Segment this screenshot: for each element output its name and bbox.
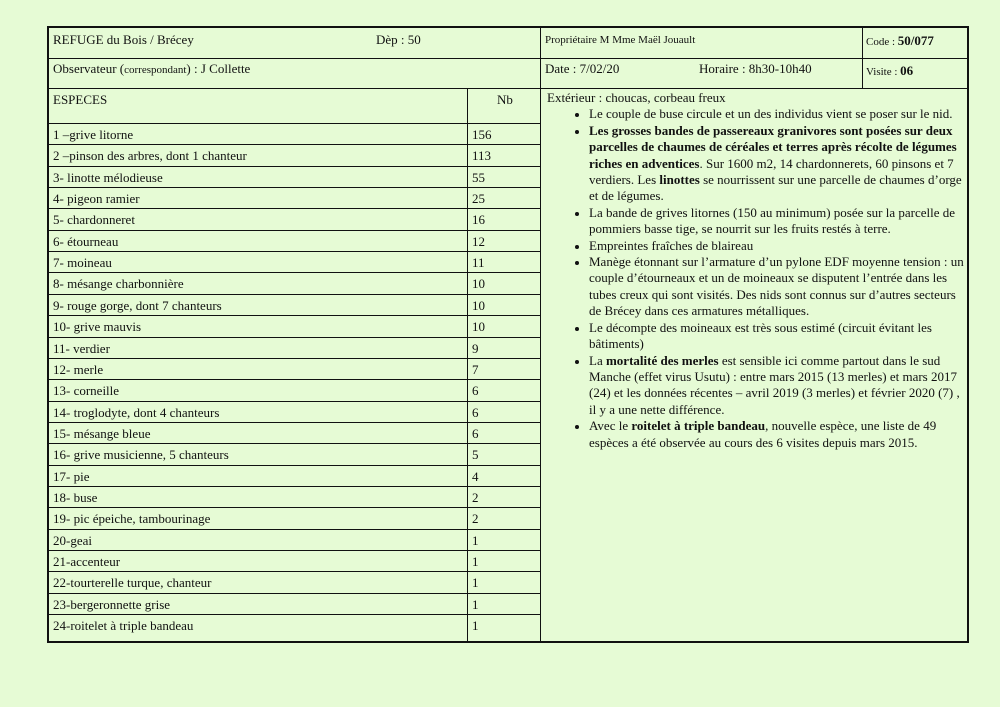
table-row — [49, 358, 540, 379]
table-row — [49, 315, 540, 336]
refuge-name: REFUGE du Bois / Brécey — [53, 32, 194, 47]
species-count: 10 — [472, 319, 485, 335]
species-name: 14- troglodyte, dont 4 chanteurs — [53, 404, 220, 420]
code-label: Code : — [866, 36, 898, 48]
main-column-divider — [540, 28, 541, 641]
species-name: 6- étourneau — [53, 233, 119, 249]
species-count: 6 — [472, 404, 479, 420]
species-name: 1 –grive litorne — [53, 127, 134, 142]
observation-notes — [545, 90, 967, 451]
species-count: 2 — [472, 511, 479, 527]
table-row — [49, 166, 540, 187]
species-count: 1 — [472, 532, 479, 548]
code-value: 50/077 — [897, 33, 934, 48]
table-row — [49, 337, 540, 358]
species-count: 9 — [472, 340, 479, 356]
table-row — [49, 294, 540, 315]
note-bold: mortalité des merles — [605, 352, 719, 368]
species-name: 24-roitelet à triple bandeau — [53, 618, 194, 634]
code-field — [866, 33, 934, 50]
note-bold: roitelet à triple bandeau — [631, 418, 766, 434]
species-name: 7- moineau — [53, 255, 112, 271]
species-count: 10 — [472, 297, 485, 313]
header-bottom-border — [49, 88, 967, 89]
species-count: 1 — [472, 575, 479, 591]
species-count: 6 — [472, 425, 479, 441]
species-name: 12- merle — [53, 361, 104, 377]
proprietaire: Propriétaire M Mme Maël Jouault — [545, 34, 696, 46]
note-text: . Sur 1600 m2, 14 chardonnerets, 60 pinsons et 7 verdiers. Les — [589, 155, 954, 188]
table-row — [49, 272, 540, 293]
species-name: 8- mésange charbonnière — [53, 276, 184, 292]
note-item: • Le couple de buse circule et un des individus vient se poser sur le nid. — [589, 106, 967, 122]
notes-list — [545, 106, 967, 451]
note-text: se nourrissent sur une parcelle de chaumes d’orge et de légumes. — [589, 172, 962, 204]
note-text: , nouvelle espèce, une liste de 49 espèces a été observée au cours des 6 visites depuis mars 2015. — [589, 418, 937, 450]
note-bold: linottes — [659, 172, 700, 188]
table-row — [49, 593, 540, 614]
species-name: 10- grive mauvis — [53, 319, 142, 335]
horaire-field: Horaire : 8h30-10h40 — [699, 61, 812, 76]
observateur-prefix: Observateur ( — [53, 61, 125, 76]
species-count: 1 — [472, 554, 479, 569]
note-item: • La bande de grives litornes (150 au minimum) posée sur la parcelle de pommiers basse tige, se nourrit sur les fruits restés à terre. — [589, 205, 967, 238]
species-count: 55 — [472, 169, 485, 185]
note-text: La — [589, 352, 606, 368]
exterieur-line: Extérieur : choucas, corbeau freux — [547, 90, 726, 105]
note-item — [589, 353, 967, 419]
table-row — [49, 443, 540, 464]
date-field: Date : 7/02/20 — [545, 61, 620, 76]
species-name: 23-bergeronnette grise — [53, 596, 171, 612]
table-row — [49, 571, 540, 592]
species-name: 17- pie — [53, 468, 90, 484]
visite-value: 06 — [900, 63, 914, 78]
table-row — [49, 486, 540, 507]
species-count: 1 — [472, 596, 479, 612]
table-row — [49, 379, 540, 400]
observation-sheet — [47, 26, 969, 643]
species-name: 19- pic épeiche, tambourinage — [53, 511, 211, 527]
note-item: • Le décompte des moineaux est très sous estimé (circuit évitant les bâtiments) — [589, 320, 967, 353]
species-count: 4 — [472, 468, 479, 484]
species-name: 15- mésange bleue — [53, 425, 151, 441]
species-name: 22-tourterelle turque, chanteur — [53, 575, 212, 591]
species-name: 18- buse — [53, 489, 98, 505]
nb-column-header: Nb — [497, 92, 513, 107]
table-row — [49, 614, 540, 635]
code-column-divider — [862, 28, 863, 88]
species-name: 5- chardonneret — [53, 212, 135, 228]
table-row — [49, 422, 540, 443]
species-count: 5 — [472, 447, 479, 463]
species-name: 3- linotte mélodieuse — [53, 169, 163, 185]
note-item: • Empreintes fraîches de blaireau — [589, 238, 967, 254]
species-name: 4- pigeon ramier — [53, 191, 140, 207]
visite-field — [866, 63, 913, 80]
species-count: 12 — [472, 233, 485, 249]
note-item — [589, 123, 967, 205]
species-name: 13- corneille — [53, 383, 120, 399]
table-row — [49, 507, 540, 528]
species-count: 10 — [472, 276, 485, 292]
species-count: 16 — [472, 212, 485, 228]
species-name: 11- verdier — [53, 340, 110, 356]
visite-label: Visite : — [866, 66, 901, 78]
table-row — [49, 123, 540, 144]
observateur-role: correspondant — [124, 64, 187, 76]
note-item: • Manège étonnant sur l’armature d’un pylone EDF moyenne tension : un couple d’étourneaux et un de moineaux se disputent l’entrée dans les tubes creux qui sont visités. Des nids sont connus sur d’autres secteurs de Brécey dans ces armatures métalliques. — [589, 254, 967, 320]
note-text: est sensible ici comme partout dans le sud Manche (effet virus Usutu) : entre mars 2015 (13 merles) et mars 2017 (24) et les données récentes – avril 2019 (3 merles) et février 2020 (7) , il y a une nette différence. — [589, 352, 960, 417]
table-row — [49, 550, 540, 571]
species-count: 156 — [472, 127, 492, 142]
table-row — [49, 251, 540, 272]
table-row — [49, 144, 540, 165]
table-row — [49, 529, 540, 550]
observateur — [53, 61, 250, 78]
species-column-header: ESPECES — [53, 92, 108, 107]
species-count: 6 — [472, 383, 479, 399]
departement: Dèp : 50 — [376, 32, 421, 47]
table-row — [49, 230, 540, 251]
note-bold: Les grosses bandes de passereaux granivores sont posées sur deux parcelles de chaumes de céréales et terres après récolte de légumes riches en adventices — [589, 122, 957, 171]
table-row — [49, 208, 540, 229]
species-count: 2 — [472, 489, 479, 505]
species-count: 11 — [472, 255, 485, 271]
observateur-suffix: ) : J Collette — [186, 61, 251, 76]
header-divider — [49, 58, 967, 59]
table-row — [49, 401, 540, 422]
species-name: 20-geai — [53, 532, 92, 548]
species-name: 16- grive musicienne, 5 chanteurs — [53, 447, 229, 463]
species-count: 1 — [472, 618, 479, 634]
species-count: 7 — [472, 361, 479, 377]
species-name: 9- rouge gorge, dont 7 chanteurs — [53, 297, 222, 313]
note-text: Avec le — [589, 418, 632, 434]
table-row — [49, 187, 540, 208]
table-row — [49, 465, 540, 486]
note-item — [589, 418, 967, 451]
species-name: 21-accenteur — [53, 554, 121, 569]
species-name: 2 –pinson des arbres, dont 1 chanteur — [53, 148, 247, 164]
species-count: 25 — [472, 191, 485, 207]
species-count: 113 — [472, 148, 492, 164]
